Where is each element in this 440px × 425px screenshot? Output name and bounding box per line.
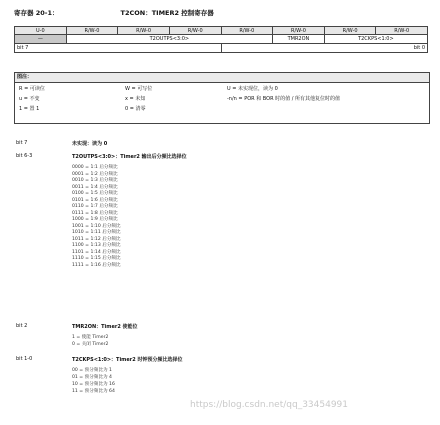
legend-set: 1 = 置 1 xyxy=(19,106,40,112)
register-title xyxy=(14,8,214,17)
postscale-option: 1101 = 1:14 后分频比 xyxy=(72,249,121,255)
postscale-option: 1000 = 1:9 后分频比 xyxy=(72,217,118,222)
access-cell: R/W-0 xyxy=(273,27,325,35)
field-row xyxy=(15,35,428,44)
bit-high-label: bit 7 xyxy=(15,44,222,53)
bit-label: bit 1-0 xyxy=(16,356,33,362)
bit-table xyxy=(14,26,428,53)
access-row xyxy=(15,27,428,35)
bit-text: 未实现：读为 0 xyxy=(72,141,108,147)
bit-label: bit 6-3 xyxy=(16,153,33,159)
tmr2on-option: 0 = 关闭 Timer2 xyxy=(72,342,109,347)
legend-w: W = 可写位 xyxy=(125,86,153,92)
legend-box xyxy=(14,72,430,124)
postscale-option: 0111 = 1:8 后分频比 xyxy=(72,210,118,216)
postscale-option: 1111 = 1:16 后分频比 xyxy=(72,262,121,268)
legend-u-unchanged: u = 不变 xyxy=(19,96,40,102)
postscale-option: 0011 = 1:4 后分频比 xyxy=(72,184,118,190)
prescale-option: 11 = 预分频比为 64 xyxy=(72,389,115,394)
legend-n-por: -n/n = POR 和 BOR 时的值 / 所有其他复位时的值 xyxy=(227,96,341,102)
access-cell: R/W-0 xyxy=(324,27,376,35)
postscale-option: 1010 = 1:11 后分频比 xyxy=(72,230,121,235)
postscale-option: 0101 = 1:6 后分频比 xyxy=(72,197,118,203)
bit-text: T2OUTPS<3:0>：Timer2 输出后分频比选择位 xyxy=(72,154,187,160)
legend-u-unimpl: U = 未实现位，读为 0 xyxy=(227,86,278,92)
field-unused: — xyxy=(15,35,67,44)
legend-header: 图注： xyxy=(15,73,429,83)
postscale-option: 0110 = 1:7 后分频比 xyxy=(72,204,118,209)
legend-x: x = 未知 xyxy=(125,96,146,102)
prescale-option: 00 = 预分频比为 1 xyxy=(72,368,112,373)
postscale-option: 0010 = 1:3 后分频比 xyxy=(72,178,118,183)
bit-text: T2CKPS<1:0>：Timer2 时钟预分频比选择位 xyxy=(72,357,183,363)
postscale-option: 1011 = 1:12 后分频比 xyxy=(72,236,121,242)
access-cell: R/W-0 xyxy=(376,27,428,35)
postscale-option: 1110 = 1:15 后分频比 xyxy=(72,256,121,261)
register-name: T2CON：TIMER2 控制寄存器 xyxy=(120,9,214,17)
prescale-option: 01 = 预分频比为 4 xyxy=(72,375,112,380)
register-number: 寄存器 20-1： xyxy=(14,9,59,17)
postscale-option: 1100 = 1:13 后分频比 xyxy=(72,243,121,248)
legend-r: R = 可读位 xyxy=(19,86,45,92)
postscale-option: 0001 = 1:2 后分频比 xyxy=(72,171,118,177)
bit-number-row xyxy=(15,44,428,53)
bit-text: TMR2ON：Timer2 使能位 xyxy=(72,324,138,330)
tmr2on-option: 1 = 使能 Timer2 xyxy=(72,335,109,340)
field-t2outps: T2OUTPS<3:0> xyxy=(66,35,273,44)
access-cell: R/W-0 xyxy=(118,27,170,35)
field-tmr2on: TMR2ON xyxy=(273,35,325,44)
prescale-option: 10 = 预分频比为 16 xyxy=(72,382,115,387)
access-cell: U-0 xyxy=(15,27,67,35)
access-cell: R/W-0 xyxy=(66,27,118,35)
postscale-option: 0000 = 1:1 后分频比 xyxy=(72,165,118,170)
postscale-option: 0100 = 1:5 后分频比 xyxy=(72,191,118,196)
access-cell: R/W-0 xyxy=(221,27,273,35)
bit-label: bit 7 xyxy=(16,140,28,146)
field-t2ckps: T2CKPS<1:0> xyxy=(324,35,427,44)
postscale-option: 1001 = 1:10 后分频比 xyxy=(72,223,121,229)
bit-label: bit 2 xyxy=(16,323,28,329)
bit-low-label: bit 0 xyxy=(221,44,428,53)
access-cell: R/W-0 xyxy=(169,27,221,35)
watermark: https://blog.csdn.net/qq_33454991 xyxy=(190,400,349,410)
legend-clear: 0 = 清零 xyxy=(125,106,146,112)
